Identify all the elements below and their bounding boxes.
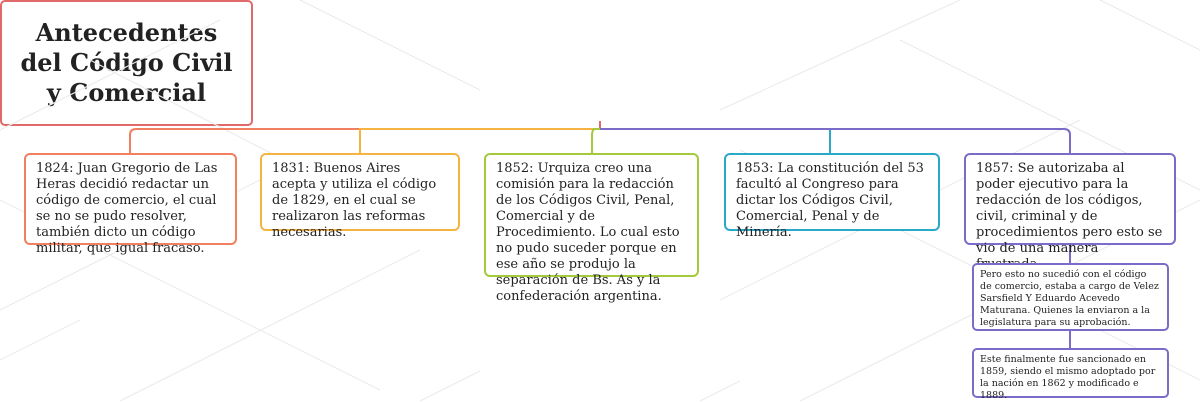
topic-text: 1857: Se autorizaba al poder ejecutivo para la redacción de los códigos, civil, criminal y de procedimientos pero esto se vio de una manera — [976, 161, 1163, 256]
subtopic-text: Este finalmente fue sancionado en 1859, siendo el mismo adoptado por la nación en 1862 y modificado e 1889. — [980, 354, 1156, 401]
connector-branch-4 — [600, 129, 830, 153]
connector-branch-3 — [592, 129, 600, 153]
topic-text: 1831: Buenos Aires acepta y utiliza el código de 1829, en el cual se realizaron las reformas necesarias. — [272, 161, 437, 240]
topic-node-1852[interactable] — [484, 153, 699, 304]
topic-node-1857[interactable] — [964, 153, 1176, 256]
topic-node-1824[interactable] — [24, 153, 237, 256]
subtopic-node-codigo-comercio[interactable] — [972, 263, 1169, 331]
connector-branch-2 — [360, 129, 600, 153]
topic-node-1831[interactable] — [260, 153, 460, 240]
topic-text: 1824: Juan Gregorio de Las Heras decidió redactar un código de comercio, el cual se no se pudo resolver, también dicto un código militar, que igual fracaso. — [36, 161, 218, 256]
subtopic-node-sancion-1859[interactable] — [972, 348, 1169, 401]
topic-text: 1852: Urquiza creo una comisión para la redacción de los Códigos Civil, Penal, Comercial y de Procedimiento. Lo cual esto no pudo suceder porque en ese año se produjo la separación de Bs. As y la confederación argentina. — [496, 161, 680, 304]
topic-text: 1853: La constitución del 53 facultó al Congreso para dictar los Códigos Civil, Comercial, Penal y de Minería. — [736, 161, 924, 240]
topic-node-1853[interactable] — [724, 153, 940, 240]
connector-branch-5 — [600, 129, 1070, 153]
subtopic-text: Pero esto no sucedió con el código de comercio, estaba a cargo de Velez Sarsfield Y Eduardo Acevedo Maturana. Quienes la enviaron a la legislatura para su aprobación. — [980, 269, 1159, 328]
central-title-text: Antecedentes del Código Civil y Comercial — [20, 18, 233, 107]
connector-branch-1 — [130, 129, 600, 153]
